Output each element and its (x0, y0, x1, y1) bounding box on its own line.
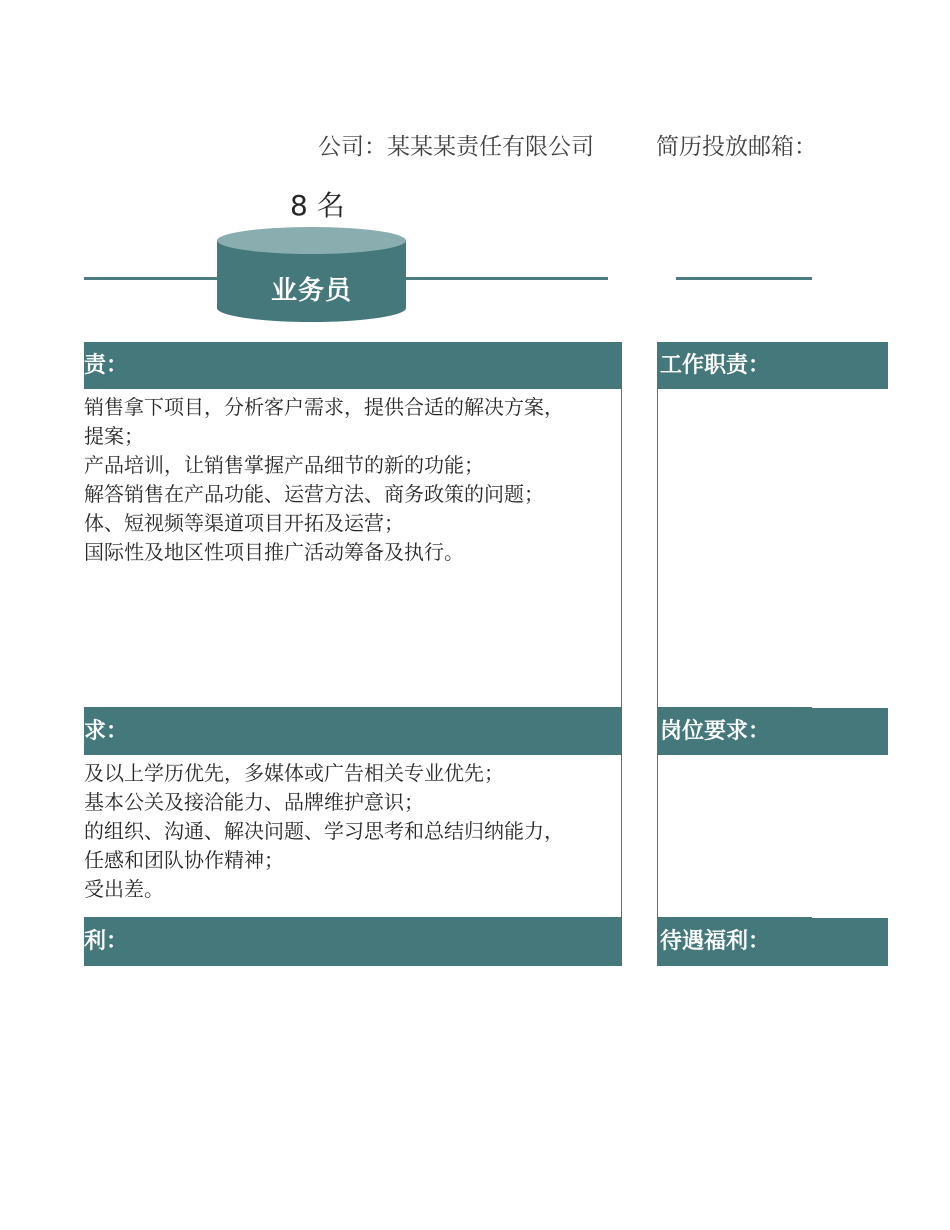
divider-line-left (84, 277, 224, 280)
duties-line: 提案； (84, 424, 144, 448)
benefits-heading-bar (84, 918, 622, 966)
requirements-line: 任感和团队协作精神； (84, 848, 284, 872)
divider-line-right (676, 277, 812, 280)
duties-line: 体、短视频等渠道项目开拓及运营； (84, 511, 404, 535)
duties-heading-bar (84, 342, 622, 389)
company-info (318, 128, 594, 161)
right-duties-box (657, 389, 812, 708)
right-requirements-box (657, 755, 812, 918)
email-label: 简历投放邮箱： (656, 134, 817, 160)
right-benefits-heading: 待遇福利： (660, 929, 771, 954)
duties-line: 解答销售在产品功能、运营方法、商务政策的问题； (84, 482, 544, 506)
requirements-line: 及以上学历优先，多媒体或广告相关专业优先； (84, 761, 504, 785)
position-count: 8 名 (290, 189, 345, 222)
requirements-heading-bar (84, 708, 622, 755)
right-duties-heading-bar (657, 342, 888, 389)
position-title: 业务员 (270, 276, 352, 306)
position-cylinder-top (217, 227, 406, 254)
divider-line-middle (400, 277, 608, 280)
right-bar-notch (812, 389, 888, 390)
company-name: 某某某责任有限公司 (387, 134, 594, 160)
duties-line: 产品培训，让销售掌握产品细节的新的功能； (84, 453, 484, 477)
requirements-line: 的组织、沟通、解决问题、学习思考和总结归纳能力， (84, 819, 564, 843)
right-benefits-heading-bar (657, 918, 888, 966)
right-requirements-heading: 岗位要求： (660, 719, 771, 744)
requirements-line: 受出差。 (84, 877, 164, 901)
requirements-heading: 求： (84, 719, 129, 744)
duties-heading: 责： (84, 353, 129, 378)
company-label: 公司： (318, 134, 387, 160)
benefits-heading: 利： (84, 929, 129, 954)
duties-list (84, 393, 614, 573)
requirements-line: 基本公关及接洽能力、品牌维护意识； (84, 790, 424, 814)
requirements-list (84, 759, 614, 909)
duties-line: 销售拿下项目，分析客户需求，提供合适的解决方案， (84, 395, 564, 419)
right-duties-heading: 工作职责： (660, 353, 771, 378)
right-requirements-heading-bar (657, 708, 888, 755)
duties-line: 国际性及地区性项目推广活动筹备及执行。 (84, 540, 464, 564)
